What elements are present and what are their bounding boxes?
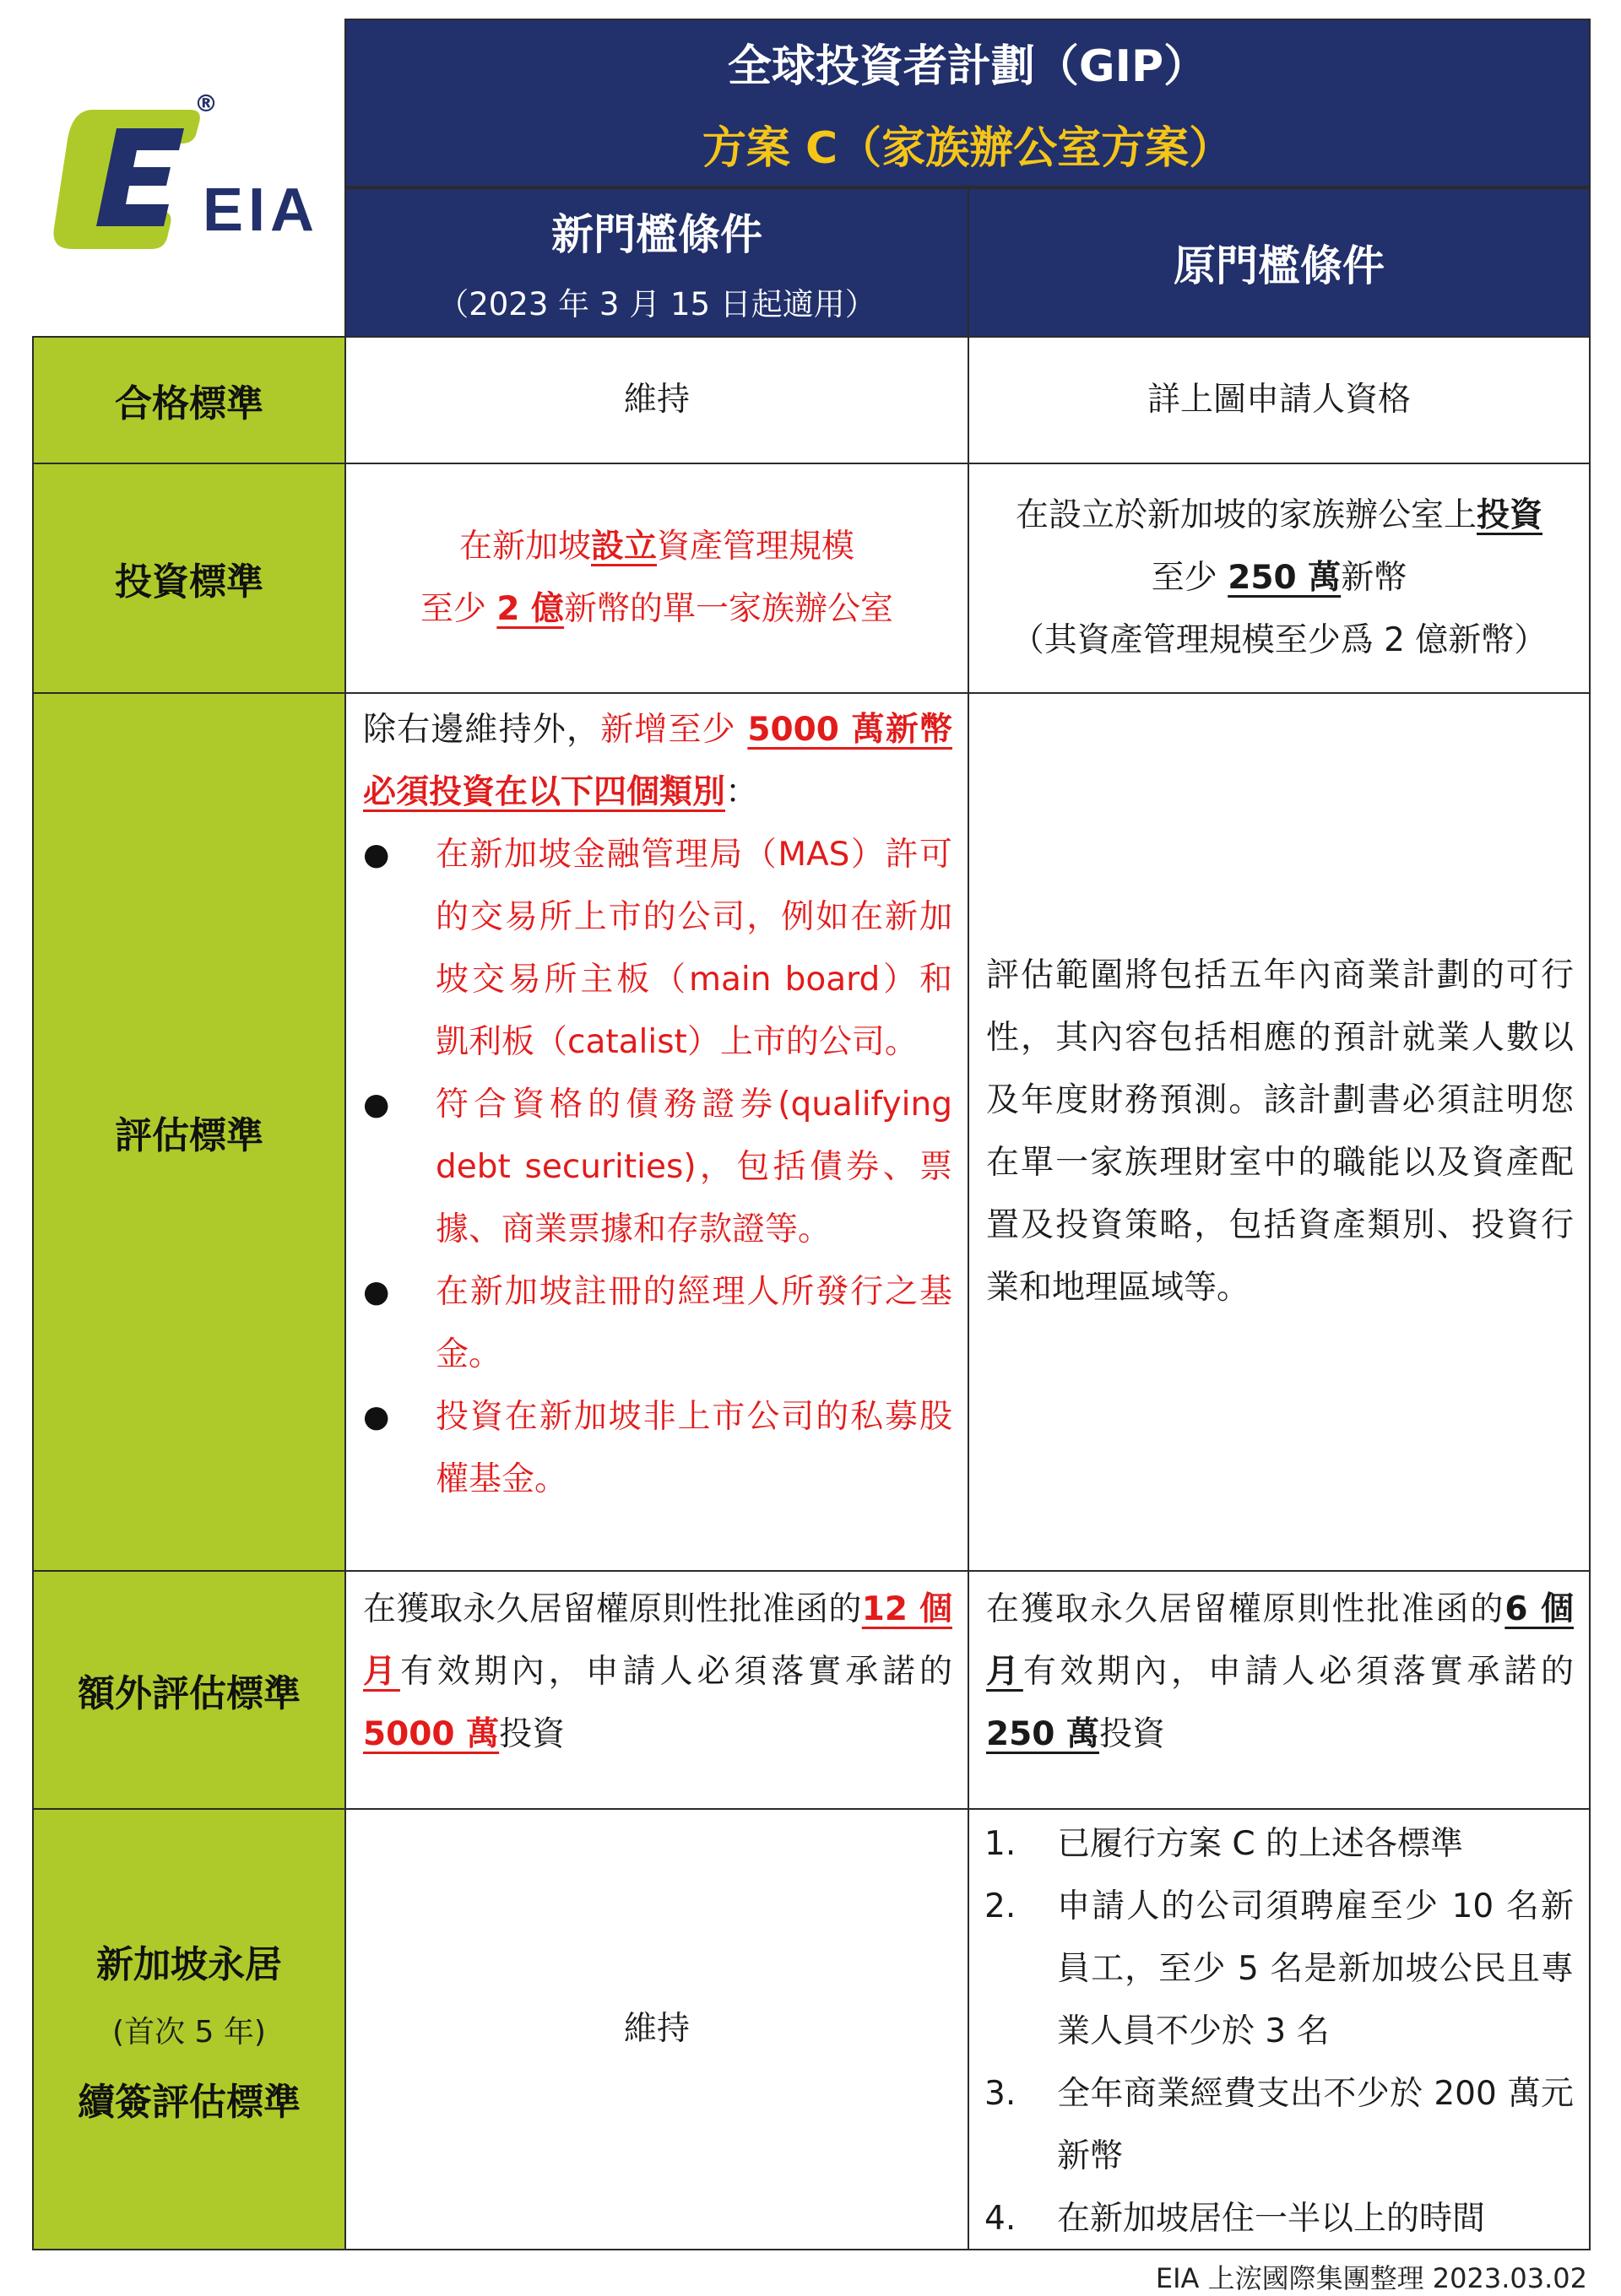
text: 有效期內，申請人必須落實承諾的 xyxy=(399,1653,952,1691)
text: 在設立於新加坡的家族辦公室上 xyxy=(1015,496,1477,534)
assess-intro xyxy=(363,699,952,824)
row-label-renew-line2: (首次 5 年) xyxy=(112,2014,266,2050)
invest-new-line2 xyxy=(420,578,893,641)
text: 在獲取永久居留權原則性批准函的 xyxy=(363,1590,862,1628)
bullet-text: 投資在新加坡非上市公司的私募股權基金。 xyxy=(436,1398,952,1498)
cell-renew-new-text: 維持 xyxy=(623,2010,690,2048)
bullet-icon: ● xyxy=(363,1400,390,1434)
item-number: 2. xyxy=(984,1887,1017,1925)
cell-assess-new xyxy=(344,692,969,1572)
text: 新幣的單一家族辦公室 xyxy=(564,590,894,628)
bullet-icon: ● xyxy=(363,837,390,872)
emphasis: 設立 xyxy=(590,528,657,566)
emphasis: 12 個月 xyxy=(363,1590,952,1691)
cell-qualify-new-text: 維持 xyxy=(623,381,690,419)
col-new-title: 新門檻條件 xyxy=(551,210,762,259)
bullet-icon: ● xyxy=(363,1087,390,1122)
emphasis: 250 萬 xyxy=(986,1715,1099,1753)
list-item xyxy=(363,1074,952,1261)
text: 有效期內，申請人必須落實承諾的 xyxy=(1022,1653,1574,1691)
page-subtitle: 方案 C（家族辦公室方案） xyxy=(702,123,1233,174)
emphasis: 投資 xyxy=(1477,496,1543,534)
col-new-subtitle: （2023 年 3 月 15 日起適用） xyxy=(437,286,876,322)
bullet-text: 在新加坡註冊的經理人所發行之基金。 xyxy=(436,1273,952,1373)
list-item xyxy=(363,824,952,1074)
text: 投資 xyxy=(1099,1715,1166,1753)
emphasis: 5000 萬新幣必須投資在以下四個類別 xyxy=(363,711,952,811)
emphasis: 5000 萬 xyxy=(363,1715,500,1753)
page-title: 全球投資者計劃（GIP） xyxy=(727,41,1208,92)
header-title-block xyxy=(344,19,1591,187)
item-number: 4. xyxy=(984,2200,1017,2238)
item-number: 1. xyxy=(984,1825,1017,1863)
col-header-old xyxy=(968,187,1591,338)
invest-old-line1 xyxy=(1016,485,1542,547)
list-item xyxy=(984,2188,1574,2250)
registered-mark: ® xyxy=(194,89,218,117)
assess-old-text: 評估範圍將包括五年內商業計劃的可行性，其內容包括相應的預計就業人數以及年度財務預測。該計劃書必須註明您在單一家族理財室中的職能以及資產配置及投資策略，包括資產類別、投資行業和地理區域等。 xyxy=(986,956,1574,1307)
invest-old-line3: （其資產管理規模至少爲 2 億新幣） xyxy=(1011,621,1548,659)
row-label-assess-text: 評估標準 xyxy=(115,1114,263,1157)
text: 至少 xyxy=(420,590,497,628)
cell-qualify-new xyxy=(344,336,969,464)
text: 在獲取永久居留權原則性批准函的 xyxy=(986,1590,1505,1628)
text: 除右邊維持外， xyxy=(363,711,601,749)
item-text: 在新加坡居住一半以上的時間 xyxy=(1057,2200,1486,2238)
item-number: 3. xyxy=(984,2075,1017,2113)
row-label-invest xyxy=(32,463,346,694)
footer-credit: EIA 上浤國際集團整理 2023.03.02 xyxy=(1155,2262,1587,2294)
item-text: 全年商業經費支出不少於 200 萬元新幣 xyxy=(1057,2075,1574,2175)
text: ： xyxy=(725,773,759,811)
logo-text: EIA xyxy=(203,176,320,244)
row-label-extra xyxy=(32,1570,346,1810)
text: 資產管理規模 xyxy=(657,528,855,566)
cell-extra-new xyxy=(344,1570,969,1810)
eia-logo-icon xyxy=(34,93,220,262)
list-item xyxy=(984,1813,1574,1876)
invest-old-line2 xyxy=(1152,547,1407,609)
list-item xyxy=(363,1261,952,1386)
cell-qualify-old xyxy=(968,336,1591,464)
row-label-qualify xyxy=(32,336,346,464)
text: 新幣 xyxy=(1341,559,1407,597)
text: 在新加坡 xyxy=(458,528,591,566)
col-header-new xyxy=(344,187,969,338)
row-label-renew xyxy=(32,1808,346,2250)
cell-renew-new xyxy=(344,1808,969,2250)
text: 投資 xyxy=(499,1715,566,1753)
list-item xyxy=(984,1876,1574,2063)
bullet-text: 符合資格的債務證券(qualifying debt securities)，包括債券、票據、商業票據和存款證等。 xyxy=(436,1086,952,1248)
cell-qualify-old-text: 詳上圖申請人資格 xyxy=(1147,381,1411,419)
bullet-text: 在新加坡金融管理局（MAS）許可的交易所上市的公司，例如在新加坡交易所主板（main board）和凱利板（catalist）上市的公司。 xyxy=(436,836,952,1061)
list-item xyxy=(984,2063,1574,2188)
item-text: 申請人的公司須聘雇至少 10 名新員工，至少 5 名是新加坡公民且專業人員不少於 3 名 xyxy=(1057,1887,1574,2050)
emphasis: 2 億 xyxy=(496,590,565,628)
col-old-title: 原門檻條件 xyxy=(1174,241,1385,290)
cell-extra-old xyxy=(968,1570,1591,1810)
assess-bullet-list xyxy=(363,824,952,1511)
list-item xyxy=(363,1386,952,1511)
logo xyxy=(34,89,338,262)
row-label-invest-text: 投資標準 xyxy=(115,560,263,604)
item-text: 已履行方案 C 的上述各標準 xyxy=(1057,1825,1464,1863)
cell-renew-old xyxy=(968,1808,1591,2250)
row-label-assess xyxy=(32,692,346,1572)
emphasis: 6 個月 xyxy=(986,1590,1574,1691)
cell-invest-old xyxy=(968,463,1591,694)
row-label-renew-line1: 新加坡永居 xyxy=(96,1942,282,1986)
cell-invest-new xyxy=(344,463,969,694)
row-label-renew-line3: 續簽評估標準 xyxy=(78,2080,301,2124)
text: 新增至少 xyxy=(600,711,748,749)
row-label-qualify-text: 合格標準 xyxy=(115,382,263,425)
row-label-extra-text: 額外評估標準 xyxy=(78,1672,301,1715)
text: 至少 xyxy=(1151,559,1228,597)
bullet-icon: ● xyxy=(363,1275,390,1309)
emphasis: 250 萬 xyxy=(1228,559,1342,597)
invest-new-line1 xyxy=(459,516,854,578)
cell-assess-old xyxy=(968,692,1591,1572)
